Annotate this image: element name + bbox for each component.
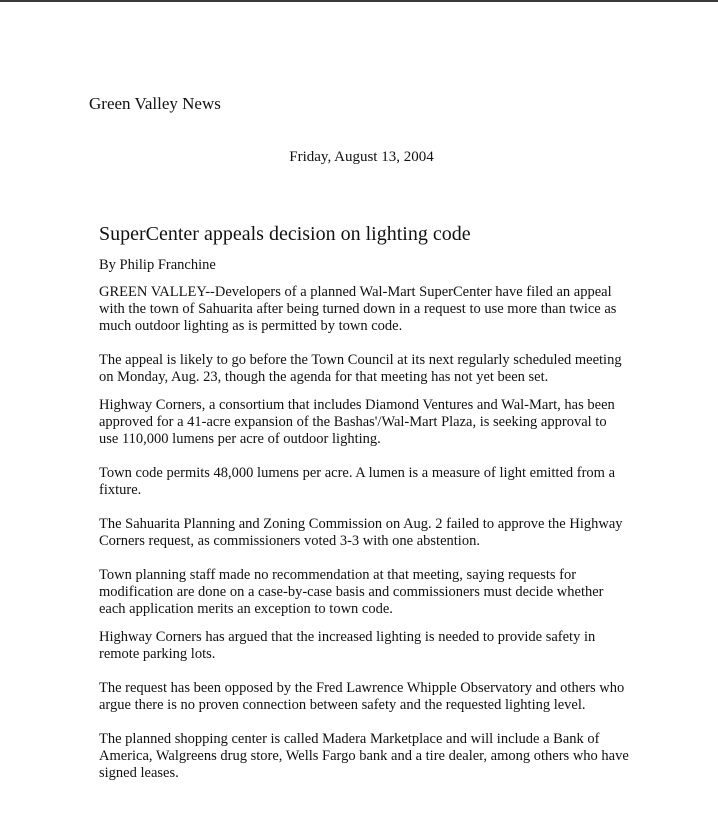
article-paragraph: Town planning staff made no recommendation at that meeting, saying requests for modification are done on a case-by-case basis and commissioners must decide whether each application merits an exception to town code. — [99, 567, 604, 617]
article-paragraph: The planned shopping center is called Madera Marketplace and will include a Bank of America, Walgreens drug store, Wells Fargo bank and a tire dealer, among others who have signed leases. — [99, 731, 629, 781]
article-paragraph: Town code permits 48,000 lumens per acre. A lumen is a measure of light emitted from a fixture. — [99, 465, 616, 498]
article-paragraph: The Sahuarita Planning and Zoning Commission on Aug. 2 failed to approve the Highway Corners request, as commissioners voted 3-3 with one abstention. — [99, 516, 623, 549]
top-border — [0, 0, 718, 2]
article-headline: SuperCenter appeals decision on lighting code — [99, 223, 471, 245]
article-paragraph: The request has been opposed by the Fred Lawrence Whipple Observatory and others who argue there is no proven connection between safety and the requested lighting level. — [99, 680, 625, 713]
article-byline: By Philip Franchine — [99, 257, 216, 273]
article-paragraph: The appeal is likely to go before the Town Council at its next regularly scheduled meeting on Monday, Aug. 23, though the agenda for that meeting has not yet been set. — [99, 352, 622, 385]
publication-date: Friday, August 13, 2004 — [289, 149, 434, 165]
article — [99, 222, 629, 782]
article-paragraph: Highway Corners has argued that the increased lighting is needed to provide safety in remote parking lots. — [99, 629, 596, 662]
article-paragraph: Highway Corners, a consortium that includes Diamond Ventures and Wal-Mart, has been approved for a 41-acre expansion of the Bashas'/Wal-Mart Plaza, is seeking approval to use 110,000 lumens per acre of outdoor lighting. — [99, 397, 615, 447]
publication-name: Green Valley News — [89, 94, 221, 113]
article-paragraph: GREEN VALLEY--Developers of a planned Wal-Mart SuperCenter have filed an appeal with the town of Sahuarita after being turned down in a request to use more than twice as much outdoor lighting as is permitted by town code. — [99, 284, 617, 334]
